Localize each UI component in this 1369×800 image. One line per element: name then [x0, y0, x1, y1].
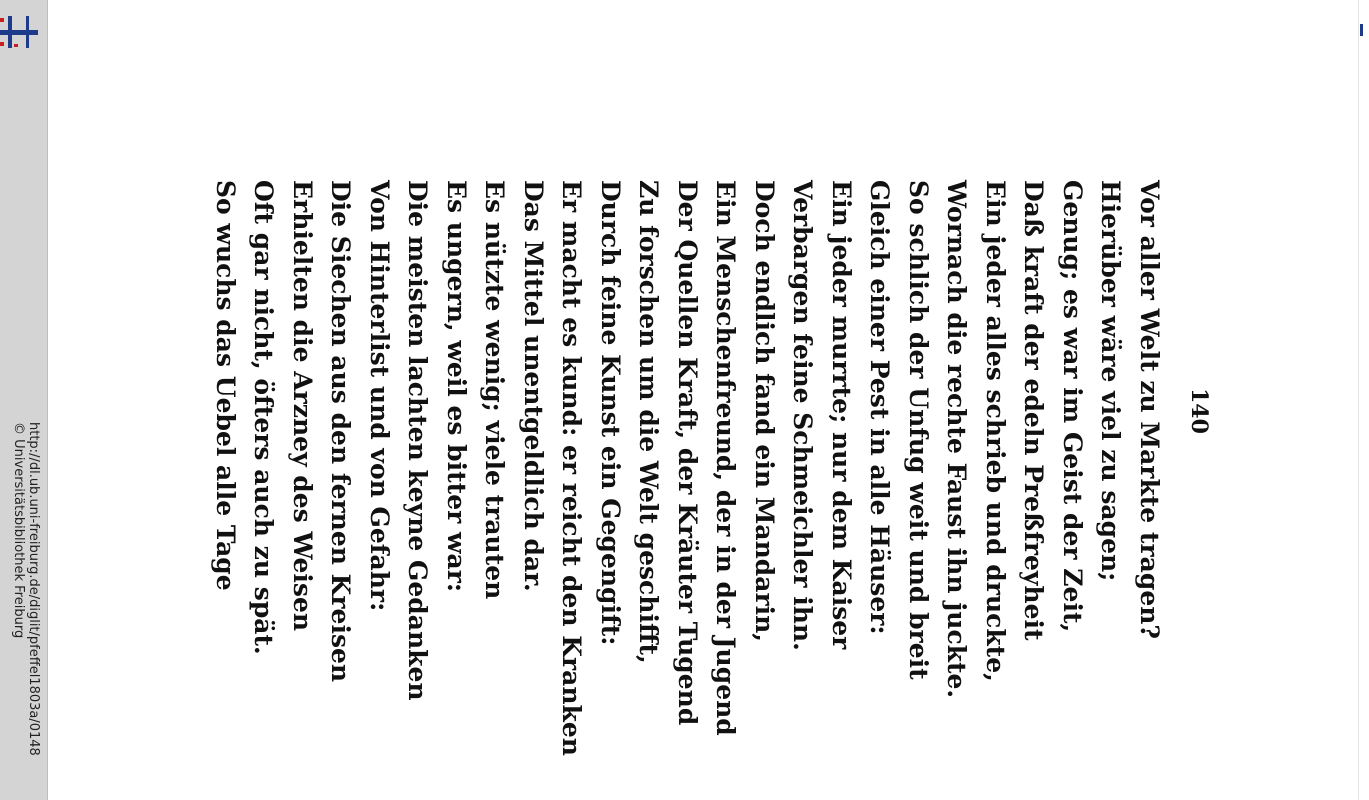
- poem-line: So schlich der Unfug weit und breit: [904, 180, 933, 680]
- poem-line: Es nützte wenig; viele trauten: [480, 180, 510, 600]
- poem-line: Wornach die rechte Faust ihn juckte.: [942, 180, 972, 699]
- source-info: [11, 422, 41, 756]
- poem-line: Ein jeder murrte; nur dem Kaiser: [827, 180, 856, 650]
- poem-line: Ein Menschenfreund, der in der Jugend: [711, 180, 741, 736]
- right-scroll-strip[interactable]: [1358, 0, 1369, 800]
- poem-line: Oft gar nicht, öfters auch zu spät.: [249, 180, 279, 655]
- poem-line: Er macht es kund: er reicht den Kranken: [557, 180, 587, 756]
- poem-line: Durch feine Kunst ein Gegengift:: [596, 180, 625, 646]
- poem-line: Es ungern, weil es bitter war:: [442, 180, 471, 593]
- poem-line: Vor aller Welt zu Markte tragen?: [1135, 180, 1164, 640]
- copyright-notice: © Universitätsbibliothek Freiburg: [11, 422, 26, 639]
- poem-line: Doch endlich fand ein Mandarin,: [750, 180, 779, 642]
- poem-line: Ein jeder alles schrieb und druckte,: [981, 180, 1010, 682]
- poem-line: Zu forschen um die Welt geschifft,: [634, 180, 664, 664]
- poem-line: Verbargen feine Schmeichler ihn.: [788, 180, 818, 651]
- poem-line: Das Mittel unentgeldlich dar.: [519, 180, 548, 592]
- poem-line: Genug; es war im Geist der Zeit,: [1058, 180, 1087, 633]
- poem-line: Von Hinterlist und von Gefahr:: [365, 180, 394, 612]
- sidebar-text-container: [0, 0, 47, 800]
- page-number: 140: [1186, 388, 1212, 434]
- source-url-link[interactable]: http://dl.ub.uni-freiburg.de/diglit/pfeffel1803a/0148: [26, 422, 41, 756]
- poem-line: Daß kraft der edeln Preßfreyheit: [1019, 180, 1049, 641]
- poem-text: [206, 180, 1169, 756]
- right-marker-icon: [1360, 24, 1363, 36]
- poem-line: Hierüber wäre viel zu sagen;: [1096, 180, 1126, 582]
- poem-line: Die meisten lachten keyne Gedanken: [403, 180, 433, 701]
- poem-line: Der Quellen Kraft, der Kräuter Tugend: [673, 180, 702, 726]
- poem-line: Erhielten die Arzney des Weisen: [288, 180, 317, 632]
- poem-line: So wuchs das Uebel alle Tage: [211, 180, 240, 591]
- poem-line: Die Siechen aus den fernen Kreisen: [326, 180, 356, 683]
- poem-line: Gleich einer Pest in alle Häuser:: [865, 180, 895, 635]
